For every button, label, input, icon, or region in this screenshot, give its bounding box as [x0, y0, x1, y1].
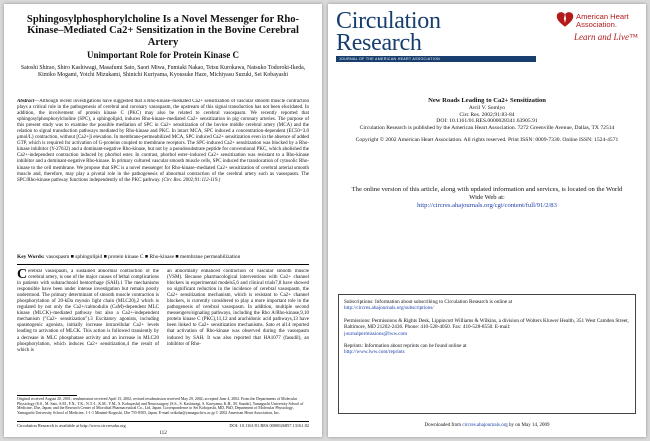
abstract-citation: (Circ Res. 2002;91:112-119.)	[161, 177, 221, 183]
article-subtitle: Unimportant Role for Protein Kinase C	[87, 50, 239, 60]
download-info	[328, 423, 646, 428]
journal-logo	[336, 10, 554, 62]
footer-doi: DOI: 10.1161/01.RES.0000026857.13161.82	[229, 423, 309, 428]
publisher-info: Circulation Research is published by the American Heart Association. 7272 Greenville Avenue, Dallas, TX 72514	[359, 125, 615, 132]
reprints-link[interactable]: http://www.lww.com/reprints	[344, 349, 405, 356]
journal-cover-page	[328, 4, 646, 437]
abstract	[17, 99, 309, 253]
journal-strip: JOURNAL OF THE AMERICAN HEART ASSOCIATION	[336, 56, 536, 62]
subscriptions-link[interactable]: http://circres.ahajournals.org/subscriptions/	[344, 305, 434, 312]
keywords	[17, 254, 309, 260]
drop-cap: C	[17, 269, 28, 282]
aha-logo	[556, 11, 642, 42]
aha-name	[576, 13, 629, 30]
footer-divider	[17, 421, 309, 422]
footnote-divider	[17, 395, 77, 396]
body-column-right	[167, 269, 309, 392]
online-version-link[interactable]: http://circres.ahajournals.org/cgi/content/full/91/2/83	[417, 201, 557, 209]
article-first-page	[4, 4, 322, 437]
online-version-info	[346, 186, 628, 209]
download-text: Downloaded from	[424, 423, 462, 428]
page-footer	[17, 423, 309, 428]
heart-torch-icon	[556, 11, 574, 29]
journal-name-line2: Research	[336, 30, 422, 56]
subscriptions-text: Subscriptions: Information about subscribing to Circulation Research is online at	[344, 299, 513, 305]
journal-name-line1: Circulation	[336, 8, 441, 34]
abstract-label: Abstract	[17, 99, 35, 104]
keywords-list: vasospasm ■ sphingolipid ■ protein kinase C ■ Rho-kinase ■ membrane permeabilization	[45, 254, 241, 260]
section-divider	[17, 264, 309, 265]
aha-name-line2: Association.	[576, 20, 617, 30]
permissions-info	[344, 318, 630, 337]
permissions-email-link[interactable]: journalpermissions@lww.com	[344, 330, 408, 337]
abstract-text: —Although recent investigations have suggested that a Rho-kinase–mediated Ca2+ sensitization of vascular smooth muscle contraction plays a critical role in the pathogenesis of cerebral and coronary vasospasm, the upstream of this signal transduction has not been elucidated. In addition, the involvement of protein kinase C (PKC) may also be related to cerebral vasospasm. We recently reported that sphingosylphosphorylcholine (SPC), a sphingolipid, induces Rho-kinase–mediated Ca2+ sensitization in pig coronary arteries. The purpose of this present study was to examine the possible mediation of SPC in Ca2+ sensitization of the bovine middle cerebral artery (MCA) and the relation to signal transduction pathways mediated by Rho-kinase and PKC. In intact MCA, SPC induced a concentration-dependent (EC50=3.0 μmol/L) contraction, without [Ca2+]i elevation. In membrane-permeabilized MCA, SPC induced Ca2+ sensitization even in the absence of added GTP, which is required for activation of G-proteins coupled to membrane receptors. The SPC-induced Ca2+ sensitization was blocked by a Rho-kinase inhibitor (Y-27632) and a dominant-negative Rho-kinase, but not by a pseudosubstrate peptide for conventional PKC, which abolished the Ca2+-independent contraction induced by phorbol ester. In contrast, phorbol ester–induced Ca2+ sensitization was resistant to a Rho-kinase inhibitor and a dominant-negative Rho-kinase. In primary cultured vascular smooth muscle cells, SPC induced the translocation of cytosolic Rho-kinase to the cell membrane. We propose that SPC is a novel messenger for Rho-kinase–mediated Ca2+ sensitization of cerebral arterial smooth muscle and, therefore, may play a pivotal role in the pathogenesis of abnormal contraction of the cerebral artery such as vasospasm. The SPC/Rho-kinase pathway functions independently of the PKC pathway.	[17, 99, 309, 183]
online-version-text: The online version of this article, along with updated information and services, is located on the World Wide Web at:	[351, 186, 623, 201]
reprints-text: Reprints: Information about reprints can be found online at	[344, 343, 467, 350]
related-article-title: New Roads Leading to Ca2+ Sensitization	[428, 97, 546, 104]
copyright-info: Copyright © 2002 American Heart Association. All rights reserved. Print ISSN: 0009-7330. Online ISSN: 1524-4571	[355, 136, 619, 143]
aha-name-line1: American Heart	[576, 12, 629, 21]
reprints-info	[344, 343, 630, 356]
page-number: 112	[159, 430, 167, 436]
permissions-text: Permissions: Permissions & Rights Desk, Lippincott Williams & Wilkins, a division of Wolters Kluwer Health, 351 West Camden Street, Baltimore, MD 21202-2436. Phone: 410-528-4050. Fax: 410-528-8550. E-mail:	[344, 317, 629, 331]
related-article-citation: Circ Res. 2002;91:83-84	[459, 111, 515, 118]
author-list: Satoshi Shirao, Shiro Kashiwagi, Masafumi Sato, Saori Miwa, Fumiaki Nakao, Tetsu Kurokawa, Natsuko Todoroki-Ikeda, Kimiko Mogami, Yoichi Mizukami, Shinichi Kuriyama, Kyousuke Haze, Michiyasu Suzuki, Sei Kobayashi	[20, 65, 306, 79]
footnotes: Original received August 20, 2001; resubmission received April 15, 2002; revised resubmission received May 29, 2002; accepted June 4, 2002. From the Departments of Molecular Physiology (S.S., M. Sato, S.M., F.N., T.K., N.T.-I., K.M., Y.M., S. Kobayashi) and Neurosurgery (S.S., S. Kashiwagi, S. Kuriyama, K.H., M. Suzuki), Yamaguchi University School of Medicine, Ube, Japan; and the Research Center of Microbial Pharmaceutical Co., Ltd, Japan. Correspondence to Sei Kobayashi, MD, PhD, Department of Molecular Physiology, Yamaguchi University School of Medicine, 1-1-1 Minami-Kogushi, Ube 755-8505, Japan. E-mail seikoba@yamaguchi-u.ac.jp © 2002 American Heart Association, Inc.	[17, 397, 304, 415]
aha-tagline: Learn and Live™	[574, 32, 638, 42]
download-date: by on May 14, 2009	[509, 423, 550, 428]
body-text-left: erebral vasospasm, a sustained abnormal contraction of the cerebral artery, is one of the major causes of lethal complications in patients with subarachnoid hemorrhage (SAH).1 The mechanisms responsible have been under intense investigation but remain poorly understood. The primary determinant of smooth muscle contraction is phosphorylation of 20-kDa myosin light chain (MLC20),2 which is regulated by not only the Ca2+/calmodulin (CaM)-dependent MLC kinase (MLCK)–mediated pathway but also a Ca2+-independent mechanism ("Ca2+ sensitization").3 Excitatory agonists, including spasmogenic agonists, initially increase intracellular Ca2+ levels leading to activation of MLCK. This action is followed transiently by a decrease in MLC phosphatase activity and an increase in MLC20 phosphorylation, which induces Ca2+ sensitization,4 the result of which is	[17, 269, 159, 353]
article-info	[340, 98, 634, 144]
related-article-author: Avril V. Somlyo	[468, 104, 506, 111]
keywords-label: Key Words:	[17, 254, 45, 260]
body-text-right: an abnormally enhanced contraction of vascular smooth muscle (VSM). Because pharmacological interventions with Ca2+ channel blockers in experimental models5,6 and clinical trials7,8 have showed no significant reduction in the incidence of cerebral vasospasm, the Ca2+ sensitization mechanism, which is resistant to Ca2+ channel blockers, is currently considered to play a more important role in the pathogenesis of cerebral vasospasm. In addition, multiple second messengers/signaling pathways, including the Rho A/Rho-kinase,9,10 protein kinase C (PKC),11,12 and arachidonic acid pathways,13 have been linked to Ca2+ sensitization mechanisms. Sato et al14 reported that activation of Rho-kinase was observed during the vasospasm induced by SAH. It was also reported that HA1077 (fasudil), an inhibitor of Rho-	[167, 269, 309, 347]
subscriptions-info	[344, 299, 630, 312]
related-article-doi: DOI: 10.1161/01.RES.0000028341.63905.91	[436, 118, 538, 125]
footer-journal-link: Circulation Research is available at http://www.circresaha.org	[17, 423, 126, 428]
article-title: Sphingosylphosphorylcholine Is a Novel Messenger for Rho-Kinase–Mediated Ca2+ Sensitization in the Bovine Cerebral Artery	[26, 14, 300, 48]
info-box	[338, 294, 636, 414]
body-column-left	[17, 269, 159, 392]
download-link[interactable]: circres.ahajournals.org	[462, 423, 508, 428]
